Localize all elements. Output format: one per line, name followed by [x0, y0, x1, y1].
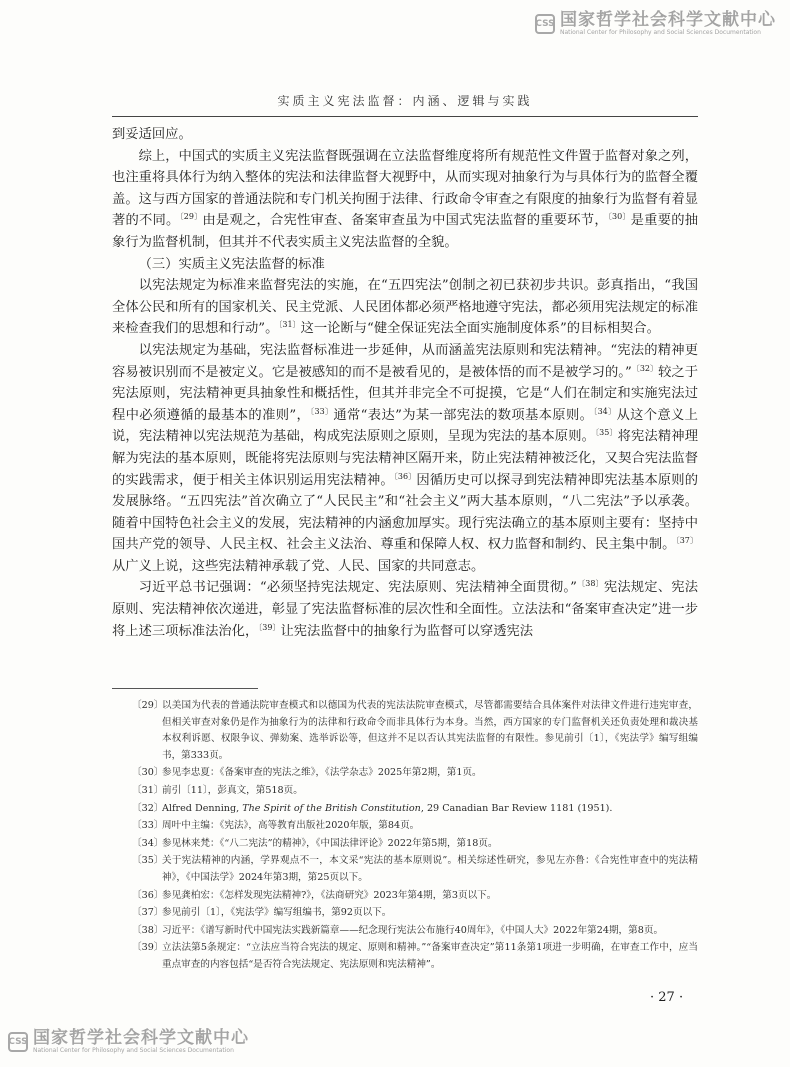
- footnote-30: 〔30〕 参见李忠夏：《备案审查的宪法之维》，《法学杂志》2025年第2期，第1页。: [132, 767, 482, 779]
- center-logo-bottom: [8, 1030, 249, 1054]
- header-rule: [112, 116, 698, 117]
- footnote-ref-34[interactable]: 〔34〕: [593, 406, 617, 416]
- footnote-ref-35[interactable]: 〔35〕: [595, 428, 618, 438]
- footnote-36: 〔36〕 参见龚柏宏：《怎样发现宪法精神?》，《法商研究》2023年第4期，第3页以下。: [132, 889, 497, 901]
- footnote-37: 〔37〕 参见前引〔1〕，《宪法学》编写组编书，第92页以下。: [132, 907, 392, 919]
- logo-name-cn: 国家哲学社会科学文献中心: [33, 1028, 249, 1048]
- logo-name-cn: 国家哲学社会科学文献中心: [560, 10, 776, 30]
- footnote-29: 〔29〕 以美国为代表的普通法院审查模式和以德国为代表的宪法法院审查模式，尽管都需要结合具体案件对法律文件进行违宪审查，但相关审查对象仍是作为抽象行为的法律和行政命令而非具体行为本身。当然，西方国家的专门监督机关还负责处理和裁决基本权利诉愿、权限争议、弹劾案、选举诉讼等，但这并不足以否认其宪法监督的有限性。参见前引〔1〕，《宪法学》编写组编书，第333页。: [132, 700, 698, 761]
- footnote-ref-31[interactable]: 〔31〕: [278, 320, 301, 330]
- running-head: 实质主义宪法监督：内涵、逻辑与实践: [277, 94, 533, 108]
- footnote-ref-37[interactable]: 〔37〕: [675, 536, 699, 546]
- paragraph-continued: 到妥适回应。: [112, 127, 192, 142]
- paragraph-summary: 综上，中国式的实质主义宪法监督既强调在立法监督维度将所有规范性文件置于监督对象之列，也注重将具体行为纳入整体的宪法和法律监督大视野中，从而实现对抽象行为与具体行为的监督全覆盖。这与西方国家的普通法院和专门机关拘囿于法律、行政命令审查之有限度的抽象行为监督有着显著的不同。$^{〔29〕}$由是观之，合宪性审查、备案审查虽为中国式宪法监督的重要环节，$^{〔30〕}$是重要的抽象行为监督机制，但其并不代表实质主义宪法监督的全貌。: [112, 148, 699, 250]
- logo-name-en: National Center for Philosophy and Social Sciences Documentation: [33, 1046, 234, 1054]
- footnote-rule: [112, 688, 258, 689]
- page-number: · 27 ·: [650, 990, 684, 1005]
- footnote-ref-38[interactable]: 〔38〕: [576, 579, 604, 589]
- footnote-ref-32[interactable]: 〔32〕: [631, 363, 659, 373]
- center-logo-top: [535, 12, 776, 36]
- paragraph-xi-quote: 习近平总书记强调：“必须坚持宪法规定、宪法原则、宪法精神全面贯彻。”$^{〔38〕}$宪法规定、宪法原则、宪法精神依次递进，彰显了宪法监督标准的层次性和全面性。立法法和“备案审查决定”进一步将上述三项标准法治化，$^{〔39〕}$让宪法监督中的抽象行为监督可以穿透宪法: [112, 579, 699, 639]
- footnote-ref-29[interactable]: 〔29〕: [179, 212, 203, 222]
- main-text: [112, 124, 698, 642]
- section-heading: （三）实质主义宪法监督的标准: [138, 256, 325, 272]
- footnote-ref-33[interactable]: 〔33〕: [310, 406, 334, 416]
- footnote-ref-39[interactable]: 〔39〕: [258, 622, 281, 632]
- footnote-38: 〔38〕 习近平：《谱写新时代中国宪法实践新篇章——纪念现行宪法公布施行40周年》，《中国人大》2022年第24期，第8页。: [132, 924, 664, 936]
- footnote-34: 〔34〕 参见林来梵：《“八二宪法”的精神》，《中国法律评论》2022年第5期，第18页。: [132, 837, 498, 849]
- footnote-ref-30[interactable]: 〔30〕: [607, 212, 631, 222]
- paragraph-spirit: 以宪法规定为基础，宪法监督标准进一步延伸，从而涵盖宪法原则和宪法精神。“宪法的精神更容易被识别而不是被定义。它是被感知的而不是被看见的，是被体悟的而不是被学习的。”$^{〔32〕}$较之于宪法原则，宪法精神更具抽象性和概括性，但其并非完全不可捉摸，它是“人们在制定和实施宪法过程中必须遵循的最基本的准则”，$^{〔33〕}$通常“表达”为某一部宪法的数项基本原则。$^{〔34〕}$从这个意义上说，宪法精神以宪法规范为基础，构成宪法原则之原则，呈现为宪法的基本原则。$^{〔35〕}$将宪法精神理解为宪法的基本原则，既能将宪法原则与宪法精神区隔开来，防止宪法精神被泛化，又契合宪法监督的实践需求，便于相关主体识别运用宪法精神。$^{〔36〕}$因循历史可以探寻到宪法精神即宪法基本原则的发展脉络。“五四宪法”首次确立了“人民民主”和“社会主义”两大基本原则，“八二宪法”予以承袭。随着中国特色社会主义的发展，宪法精神的内涵愈加厚实。现行宪法确立的基本原则主要有：坚持中国共产党的领导、人民主权、社会主义法治、尊重和保障人权、权力监督和制约、民主集中制。$^{〔37〕}$从广义上说，这些宪法精神承载了党、人民、国家的共同意志。: [112, 342, 699, 574]
- footnote-ref-36[interactable]: 〔36〕: [393, 471, 417, 481]
- paragraph-standard: 以宪法规定为标准来监督宪法的实施，在“五四宪法”创制之初已获初步共识。彭真指出，“我国全体公民和所有的国家机关、民主党派、人民团体都必须严格地遵守宪法，都必须用宪法规定的标准来检查我们的思想和行动”。$^{〔31〕}$这一论断与“健全保证宪法全面实施制度体系”的目标相契合。: [112, 278, 698, 337]
- footnote-32: 〔32〕 Alfred Denning, The Spirit of the British Constitution, 29 Canadian Bar Review 1181 (1951).: [132, 802, 613, 814]
- css-logo-icon: CSS: [8, 1032, 28, 1052]
- footnotes: [132, 698, 698, 975]
- footnote-39: 〔39〕 立法法第5条规定：“立法应当符合宪法的规定、原则和精神。”“备案审查决定”第11条第1项进一步明确，在审查工作中，应当重点审查的内容包括“是否符合宪法规定、宪法原则和宪法精神”。: [132, 942, 698, 970]
- css-logo-icon: CSS: [535, 14, 555, 34]
- footnote-35: 〔35〕 关于宪法精神的内涵，学界观点不一，本文采“宪法的基本原则说”。相关综述性研究，参见左亦鲁：《合宪性审查中的宪法精神》，《中国法学》2024年第3期，第25页以下。: [132, 855, 698, 883]
- footnote-33: 〔33〕 周叶中主编：《宪法》，高等教育出版社2020年版，第84页。: [132, 820, 420, 832]
- footnote-31: 〔31〕 前引〔11〕，彭真文，第518页。: [132, 784, 303, 796]
- logo-name-en: National Center for Philosophy and Social Sciences Documentation: [560, 28, 761, 36]
